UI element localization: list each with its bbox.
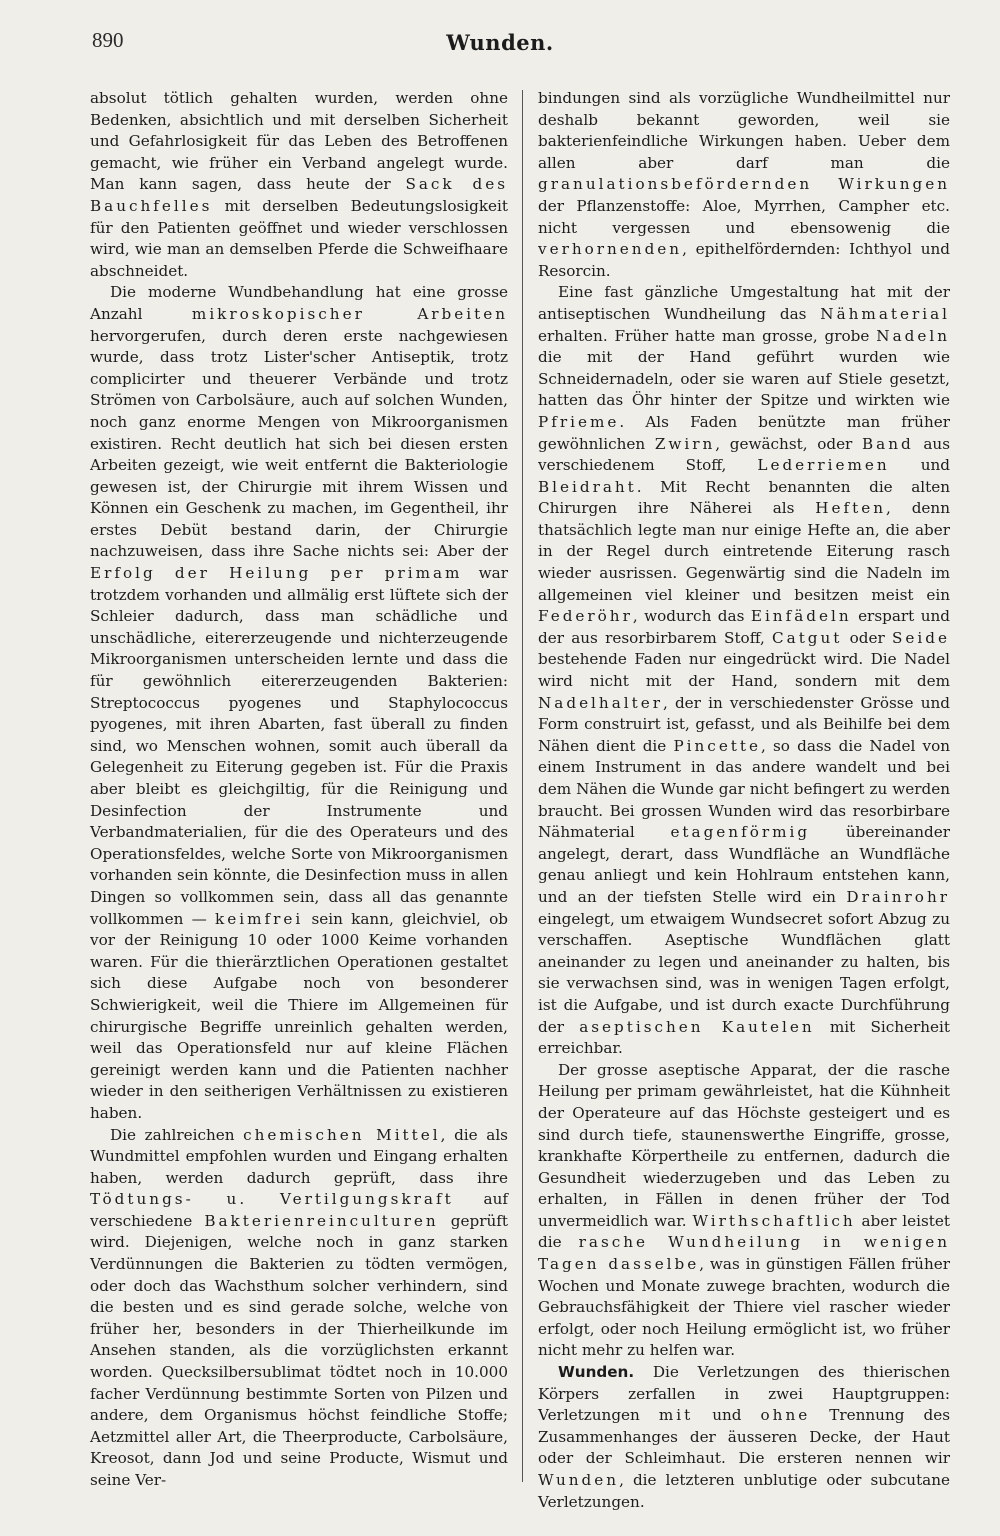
text-run: , epithelfördernden: Ichthyol und Resorcin. [538,240,950,280]
spaced-term: Nähmaterial [820,304,950,323]
bold-term: Wunden. [558,1363,635,1382]
text-run: , wodurch das [632,607,751,626]
text-run: erhalten. Früher hatte man grosse, grobe [538,326,877,345]
text-run: oder [842,628,893,647]
text-run: erspart und der aus resorbirbarem Stoff, [538,607,951,647]
spaced-term: Einfädeln [750,607,852,626]
spaced-term: mikroskopischer Arbeiten [191,304,508,323]
text-run: bestehende Faden nur eingedrückt wird. Die Nadel wird nicht mit der Hand, sondern mit dem [538,650,950,691]
spaced-term: Drainrohr [846,887,950,906]
spaced-term: mit [658,1406,694,1425]
text-run: auf verschiedene [90,1190,508,1230]
text-run: . Als Faden benützte man früher gewöhnlichen [538,412,950,453]
spaced-term: Sack des Bauchfelles [90,175,508,215]
text-run: die mit der Hand geführt wurden wie Schneidernadeln, oder sie waren auf Stiele gesetzt, hatten das Öhr hinter der Spitze und wirkten wie [538,348,950,410]
text-run: , die letzteren unblutige oder subcutane Verletzungen. [538,1471,950,1511]
text-run: übereinander angelegt, derart, dass Wundfläche an Wundfläche genau anliegt und kein Hohlraum entstehen kann, und an der tiefsten Stelle wird ein [538,823,951,906]
text-run: eingelegt, um etwaigem Wundsecret sofort Abzug zu verschaffen. Aseptische Wundflächen glatt aneinander zu legen und aneinander zu halten, bis sie verwachsen sind, was in wenigen Tagen erfolgt, ist die Aufgabe, und ist durch exacte Durchführung der [538,909,950,1036]
running-head: Wunden. [446,30,554,55]
spaced-term: Tödtungs- u. Vertilgungskraft [90,1190,454,1209]
paragraph [90,282,508,1124]
spaced-term: Band [861,434,914,453]
text-run: , denn thatsächlich legte man nur einige Hefte an, die aber in der Regel durch eintretende Eiterung rasch wieder ausrissen. Gegenwärtig sind die Nadeln im allgemeinen viel kleiner und besitzen meist ein [538,499,950,604]
spaced-term: Nadeln [876,326,950,345]
spaced-term: Federöhr [538,607,633,626]
spaced-term: Pfrieme [538,412,620,431]
text-run: der Pflanzenstoffe: Aloe, Myrrhen, Campher etc. nicht vergessen und ebensowenig die [538,196,950,237]
spaced-term: Lederriemen [757,456,890,475]
left-text-column [90,88,508,1492]
text-run: und [693,1406,761,1425]
text-run: Eine fast gänzliche Umgestaltung hat mit der antiseptischen Wundheilung das [538,283,950,323]
text-run: Die Verletzungen des thierischen Körpers zerfallen in zwei Hauptgruppen: Verletzungen [538,1363,950,1425]
spaced-term: rasche Wundheilung in wenigen Tagen dasselbe [538,1233,951,1274]
text-run: Der grosse aseptische Apparat, der die rasche Heilung per primam gewährleistet, hat die Kühnheit der Operateure auf das Höchste gesteigert und es sind durch tiefe, staunenswerthe Eingriffe, grosse, krankhafte Körpertheile zu entfernen, dadurch die Gesundheit wiederzugeben und das Leben zu erhalten, in Fällen in denen früher der Tod unvermeidlich war. [538,1060,950,1230]
text-run: sein kann, gleichviel, ob vor der Reinigung 10 oder 1000 Keime vorhanden waren. Für die thierärztlichen Operationen gestaltet sich diese Aufgabe noch von besonderer Schwierigkeit, weil die Thiere im Allgemeinen für chirurgische Begriffe unreinlich gehalten werden, weil das Operationsfeld nur auf kleine Flächen gereinigt werden kann und die Patienten nachher wieder in den seitherigen Verhältnissen zu existieren haben. [90,909,508,1122]
spaced-term: Seide [892,628,950,647]
text-run: , die als Wundmittel empfohlen wurden und Eingang erhalten haben, werden dadurch geprüft, dass ihre [90,1125,508,1187]
spaced-term: Zwirn [654,434,716,453]
paragraph [538,282,950,1059]
spaced-term: Heften [815,499,887,518]
text-run: aus verschiedenem Stoff, [538,434,951,475]
spaced-term: chemischen Mittel [243,1125,441,1144]
text-run: , was in günstigen Fällen früher Wochen und Monate zuwege brachten, wodurch die Gebrauchsfähigkeit der Thiere viel rascher wieder erfolgt, oder noch Heilung ermöglicht ist, wo früher nicht mehr zu helfen war. [538,1255,950,1360]
paragraph [538,1362,950,1513]
spaced-term: Nadelhalter [538,693,663,712]
spaced-term: ohne [760,1406,811,1425]
spaced-term: Wirthschaftlich [692,1211,856,1230]
text-run: , der in verschiedenster Grösse und Form construirt ist, gefasst, und als Beihilfe bei dem Nähen dient die [538,693,950,755]
text-run: Die zahlreichen [110,1125,244,1144]
page-number: 890 [92,28,124,52]
right-text-column [538,88,950,1513]
text-run: geprüft wird. Diejenigen, welche noch in ganz starken Verdünnungen die Bakterien zu tödten vermögen, oder doch das Wachsthum solcher verhindern, sind die besten und es sind gerade solche, welche von früher her, besonders in der Thierheilkunde im Ansehen standen, als die vorzüglichsten erkannt worden. Quecksilbersublimat tödtet noch in 10.000 facher Verdünnung bestimmte Sorten von Pilzen und andere, dem Organismus höchst feindliche Stoffe; Aetzmittel aller Art, die Theerproducte, Carbolsäure, Kreosot, dann Jod und seine Producte, Wismut und seine Ver- [90,1211,508,1489]
spaced-term: Wunden [538,1471,620,1489]
text-run: bindungen sind als vorzügliche Wundheilmittel nur deshalb bekannt geworden, weil sie bakterienfeindliche Wirkungen haben. Ueber dem allen aber darf man die [538,89,950,172]
text-run: aber leistet die [538,1211,950,1252]
paragraph [538,88,950,282]
column-divider [522,90,523,1482]
spaced-term: etagenförmig [670,823,811,842]
text-run: mit derselben Bedeutungslosigkeit für den Patienten geöffnet und wieder verschlossen wird, wie man an demselben Pferde die Schweifhaare abschneidet. [90,196,508,280]
spaced-term: Erfolg der Heilung per primam [90,564,463,583]
spaced-term: aseptischen Kautelen [579,1017,815,1036]
text-run: hervorgerufen, durch deren erste nachgewiesen wurde, dass trotz Lister'scher Antiseptik, trotz complicirter und theuerer Verbände und trotz Strömen von Carbolsäure, auch auf solchen Wunden, noch ganz enorme Mengen von Mikroorganismen existiren. Recht deutlich hat sich bei diesen ersten Arbeiten gezeigt, wie weit entfernt die Bakteriologie gewesen ist, der Chirurgie mit ihrem Wissen und Können ein Geschenk zu machen, im Gegentheil, ihr erstes Debüt bestand darin, der Chirurgie nachzuweisen, dass ihre Sache nichts sei: Aber der [90,326,508,561]
text-run: mit Sicherheit erreichbar. [538,1017,950,1058]
text-run: , gewächst, oder [715,434,862,453]
spaced-term: Bakterienreinculturen [204,1211,439,1230]
text-run: und [889,456,950,475]
spaced-term: keimfrei [215,909,304,928]
text-run: absolut tötlich gehalten wurden, werden ohne Bedenken, absichtlich und mit derselben Sicherheit und Gefahrlosigkeit für das Leben des Betroffenen gemacht, wie früher ein Verband angelegt wurde. Man kann sagen, dass heute der [90,89,508,194]
spaced-term: Bleidraht [538,477,637,496]
text-run: , so dass die Nadel von einem Instrument in das andere wandelt und bei dem Nähen die Wunde gar nicht befingert zu werden braucht. Bei grossen Wunden wird das resorbirbare Nähmaterial [538,736,950,842]
text-run: Trennung des Zusammenhanges der äusseren Decke, der Haut oder der Schleimhaut. Die ersteren nennen wir [538,1406,950,1468]
paragraph [90,1125,508,1492]
text-run: Die moderne Wundbehandlung hat eine grosse Anzahl [90,283,508,323]
spaced-term: verhornenden [538,240,683,259]
spaced-term: Pincette [673,736,761,755]
spaced-term: granulationsbefördernden Wirkungen [538,175,950,194]
text-run: . Mit Recht benannten die alten Chirurgen ihre Näherei als [538,477,950,518]
spaced-term: Catgut [772,628,843,647]
paragraph [538,1060,950,1362]
paragraph [90,88,508,282]
text-run: war trotzdem vorhanden und allmälig erst lüftete sich der Schleier dadurch, dass man schädliche und unschädliche, eitererzeugende und nichterzeugende Mikroorganismen unterscheiden lernte und dass die für gewöhnlich eitererzeugenden Bakterien: Streptococcus pyogenes und Staphylococcus pyogenes, mit ihren Abarten, fast überall zu finden sind, wo Menschen wohnen, somit auch überall da Gelegenheit zu Eiterung gegeben ist. Für die Praxis aber bleibt es gleichgiltig, für die Reinigung und Desinfection der Instrumente und Verbandmaterialien, für die des Operateurs und des Operationsfeldes, welche Sorte von Mikroorganismen vorhanden sein könnte, die Desinfection muss in allen Dingen so vollkommen sein, dass all das genannte vollkommen — [90,564,508,928]
